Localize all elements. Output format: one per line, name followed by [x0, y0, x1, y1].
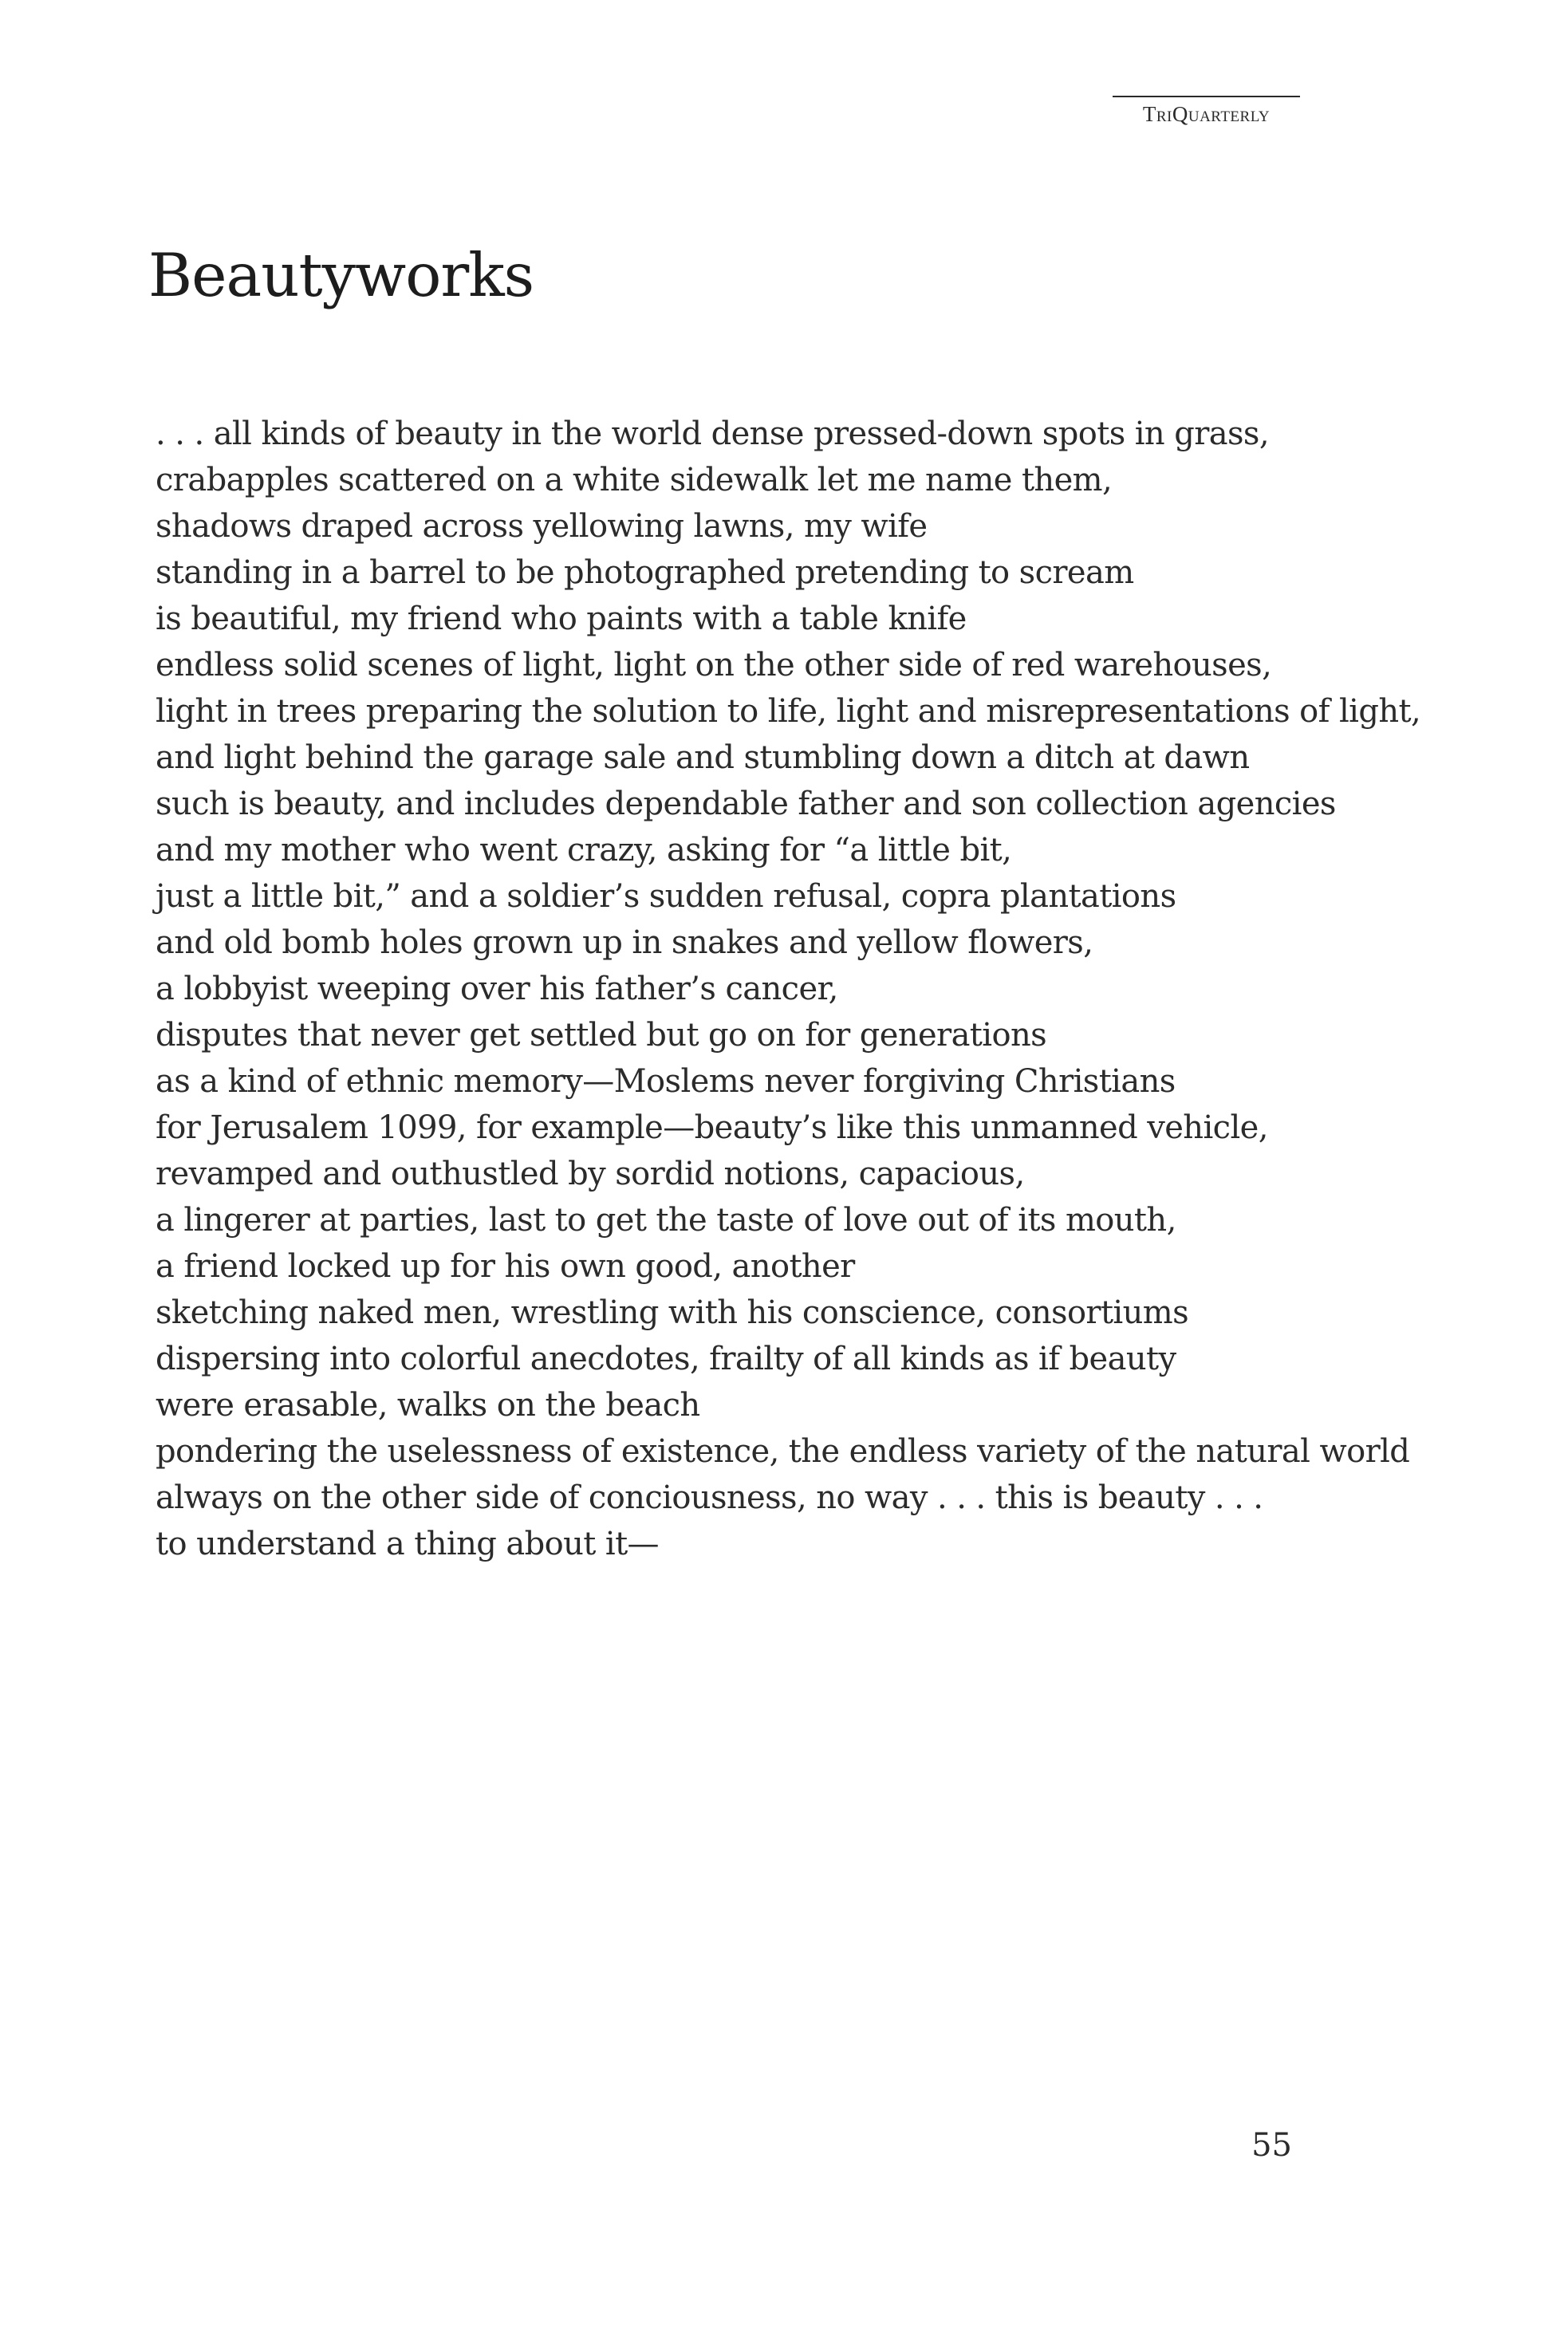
poem-line: disputes that never get settled but go on for generations [156, 1017, 1047, 1054]
poem-line: endless solid scenes of light, light on the other side of red warehouses, [156, 647, 1272, 683]
running-head: TriQuarterly [1113, 96, 1300, 126]
poem-line: just a little bit,” and a soldier’s sudden refusal, copra plantations [156, 878, 1176, 915]
poem-line: were erasable, walks on the beach [156, 1387, 700, 1424]
poem-line: dispersing into colorful anecdotes, frailty of all kinds as if beauty [156, 1341, 1176, 1377]
poem-line: and my mother who went crazy, asking for “a little bit, [156, 832, 1012, 869]
page-number: 55 [1251, 2127, 1292, 2164]
poem-title: Beautyworks [148, 240, 534, 310]
poem-line: a friend locked up for his own good, another [156, 1248, 855, 1285]
poem-line: standing in a barrel to be photographed pretending to scream [156, 554, 1134, 591]
poem-line: and old bomb holes grown up in snakes and yellow flowers, [156, 924, 1093, 961]
poem-line: for Jerusalem 1099, for example—beauty’s like this unmanned vehicle, [156, 1109, 1268, 1146]
poem-line: a lobbyist weeping over his father’s cancer, [156, 971, 838, 1007]
poem-line: . . . all kinds of beauty in the world dense pressed-down spots in grass, [156, 416, 1269, 452]
poem-line: is beautiful, my friend who paints with a table knife [156, 601, 967, 637]
poem-line: to understand a thing about it— [156, 1526, 659, 1562]
poem-line: and light behind the garage sale and stumbling down a ditch at dawn [156, 739, 1250, 776]
poem-line: shadows draped across yellowing lawns, my wife [156, 508, 928, 545]
poem-line: sketching naked men, wrestling with his conscience, consortiums [156, 1294, 1189, 1331]
poem-body [156, 411, 1479, 1567]
poem-line: crabapples scattered on a white sidewalk let me name them, [156, 462, 1113, 498]
poem-line: a lingerer at parties, last to get the taste of love out of its mouth, [156, 1202, 1176, 1239]
poem-line: revamped and outhustled by sordid notions, capacious, [156, 1156, 1025, 1192]
poem-line: always on the other side of conciousness, no way . . . this is beauty . . . [156, 1479, 1263, 1516]
poem-line: pondering the uselessness of existence, the endless variety of the natural world [156, 1433, 1410, 1470]
poem-line: such is beauty, and includes dependable father and son collection agencies [156, 786, 1336, 822]
poem-line: light in trees preparing the solution to life, light and misrepresentations of light, [156, 693, 1421, 730]
poem-line: as a kind of ethnic memory—Moslems never forgiving Christians [156, 1063, 1176, 1100]
